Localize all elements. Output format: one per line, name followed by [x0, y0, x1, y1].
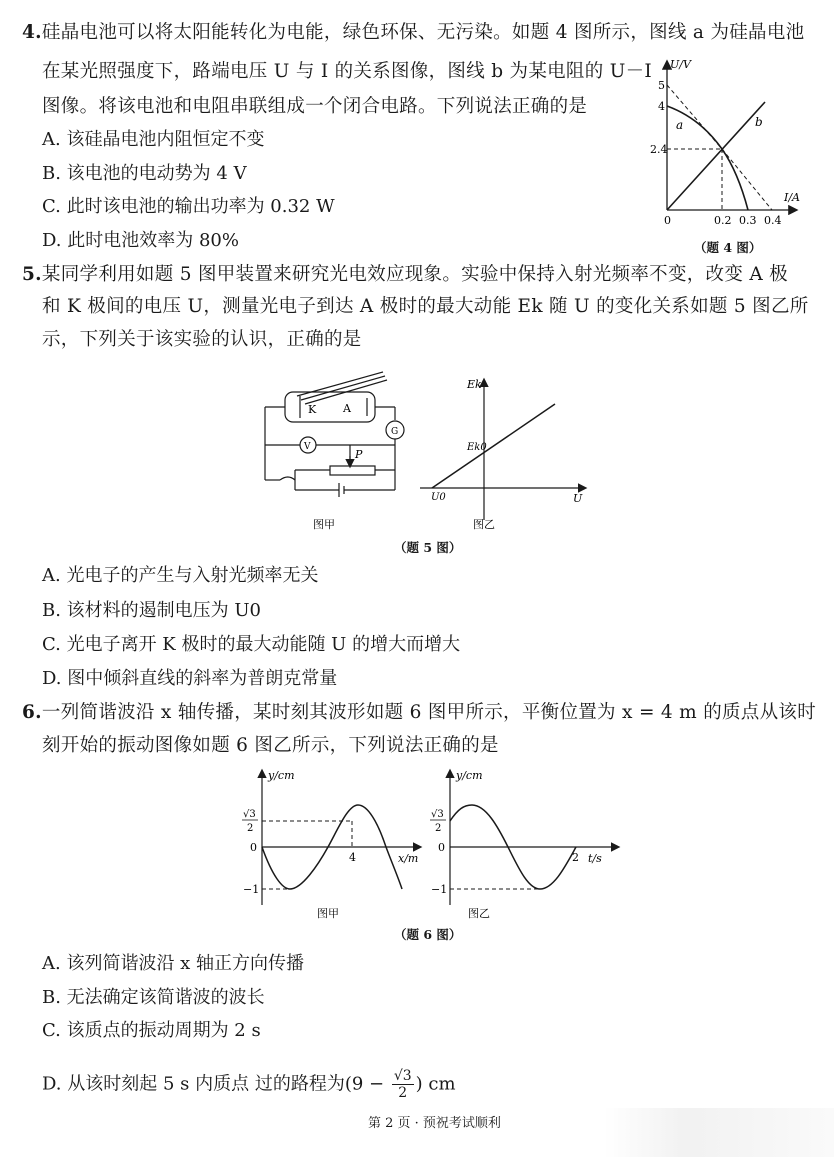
q6-option-d-numerator: √3	[393, 1068, 412, 1084]
q4-option-d: D. 此时电池效率为 80%	[42, 230, 239, 251]
q5-line-1	[22, 264, 788, 286]
q5-option-d: D. 图中倾斜直线的斜率为普朗克常量	[42, 668, 338, 689]
q4-ytick-2-4: 2.4	[650, 143, 668, 156]
q6-left-caption: 图甲	[317, 907, 339, 920]
q5-line-3: 示，下列关于该实验的认识，正确的是	[42, 329, 362, 350]
q6-caption: （题 6 图）	[394, 927, 462, 942]
q6-option-d-expr: (9 −	[344, 1073, 385, 1095]
q6-left-two: 2	[247, 823, 254, 834]
q6-left-sqrt3: √3	[243, 809, 256, 820]
q5-v-label: V	[304, 442, 311, 452]
q6-line-1	[22, 702, 816, 724]
q4-caption: （题 4 图）	[694, 240, 762, 255]
q4-line-1	[22, 22, 804, 44]
q4-line-3: 图像。将该电池和电阻串联组成一个闭合电路。下列说法正确的是	[42, 96, 588, 117]
q6-number: 6.	[22, 702, 42, 723]
q4-origin: 0	[664, 214, 671, 227]
q5-caption: （题 5 图）	[394, 540, 462, 555]
q5-number: 5.	[22, 264, 42, 285]
q5-right-caption: 图乙	[473, 518, 495, 531]
q6-option-d-prefix: D. 从该时刻起 5 s 内质点	[42, 1073, 250, 1095]
q6-right-zero: 0	[438, 841, 445, 854]
q5-k-label: K	[308, 403, 317, 416]
q6-right-caption: 图乙	[468, 907, 490, 920]
q5-ek-label: Ek	[467, 378, 482, 391]
q5-g-label: G	[391, 427, 399, 437]
q5-p-label: P	[355, 448, 363, 461]
q4-option-a: A. 该硅晶电池内阻恒定不变	[42, 129, 265, 150]
q6-left-x-label: x/m	[398, 852, 419, 865]
q5-a-label: A	[343, 402, 351, 415]
q6-option-d-mid: 过的路程为	[254, 1073, 345, 1095]
q6-stem-1: 一列简谐波沿 x 轴传播，某时刻其波形如题 6 图甲所示，平衡位置为 x = 4 m 的质点从该时	[41, 702, 817, 723]
q4-number: 4.	[22, 22, 42, 43]
q5-u-label: U	[573, 492, 583, 505]
q5-ek-line	[432, 404, 555, 488]
q4-line-2: 在某光照强度下，路端电压 U 与 I 的关系图像，图线 b 为某电阻的 U－I	[42, 61, 653, 82]
q4-ytick-5: 5	[658, 79, 665, 92]
q4-ytick-4: 4	[658, 100, 665, 113]
q5-option-b: B. 该材料的遏制电压为 U0	[42, 600, 262, 621]
q5-line-2: 和 K 极间的电压 U，测量光电子到达 A 极时的最大动能 Ek 随 U 的变化关系如题 5 图乙所	[42, 296, 809, 317]
q6-right-t2: 2	[572, 851, 579, 864]
q4-option-c: C. 此时该电池的输出功率为 0.32 W	[42, 196, 335, 217]
q6-left-zero: 0	[250, 841, 257, 854]
q6-option-d	[42, 1068, 456, 1101]
q5-stem-1: 某同学利用如题 5 图甲装置来研究光电效应现象。实验中保持入射光频率不变，改变 A 极	[41, 264, 788, 285]
q4-label-b: b	[755, 115, 763, 129]
q6-line-2: 刻开始的振动图像如题 6 图乙所示，下列说法正确的是	[42, 735, 499, 756]
q5-rheostat	[330, 466, 375, 475]
q6-option-d-fraction	[392, 1068, 414, 1101]
q6-option-d-unit: ) cm	[415, 1073, 456, 1095]
q5-u0-label: U0	[431, 492, 446, 503]
q6-left-neg-one: −1	[243, 883, 260, 896]
q5-option-a: A. 光电子的产生与入射光频率无关	[42, 565, 319, 586]
q5-option-c: C. 光电子离开 K 极时的最大动能随 U 的增大而增大	[42, 634, 461, 655]
q5-ek0-label: Ek0	[467, 442, 487, 453]
q6-left-x4: 4	[349, 851, 356, 864]
q4-xtick-0-4: 0.4	[764, 214, 782, 227]
q6-right-neg-one: −1	[431, 883, 448, 896]
q5-circuit	[265, 372, 404, 497]
q5-circuit-and-graph	[255, 370, 595, 530]
q6-right-two: 2	[435, 823, 442, 834]
q6-wave-graphs	[240, 765, 620, 925]
q6-option-b: B. 无法确定该简谐波的波长	[42, 987, 265, 1008]
q4-x-label: I/A	[784, 191, 800, 204]
q6-right-x-label: t/s	[588, 852, 602, 865]
page-footer: 第 2 页 · 预祝考试顺利	[368, 1116, 501, 1131]
q6-option-c: C. 该质点的振动周期为 2 s	[42, 1020, 261, 1041]
q4-label-a: a	[676, 118, 684, 132]
q5-left-caption: 图甲	[313, 518, 335, 531]
q4-y-label: U/V	[670, 58, 691, 71]
watermark-overlay	[604, 1108, 834, 1157]
q4-stem-1: 硅晶电池可以将太阳能转化为电能，绿色环保、无污染。如题 4 图所示，图线 a 为硅晶电池	[41, 22, 805, 43]
q6-right-y-label: y/cm	[456, 769, 483, 782]
q6-option-d-denominator: 2	[398, 1085, 408, 1101]
q6-option-a: A. 该列简谐波沿 x 轴正方向传播	[42, 953, 305, 974]
q4-xtick-0-2: 0.2	[714, 214, 732, 227]
q4-option-b: B. 该电池的电动势为 4 V	[42, 163, 247, 184]
q6-left-y-label: y/cm	[268, 769, 295, 782]
q4-ui-graph	[650, 58, 800, 248]
q6-right-sqrt3: √3	[431, 809, 444, 820]
q4-xtick-0-3: 0.3	[739, 214, 757, 227]
